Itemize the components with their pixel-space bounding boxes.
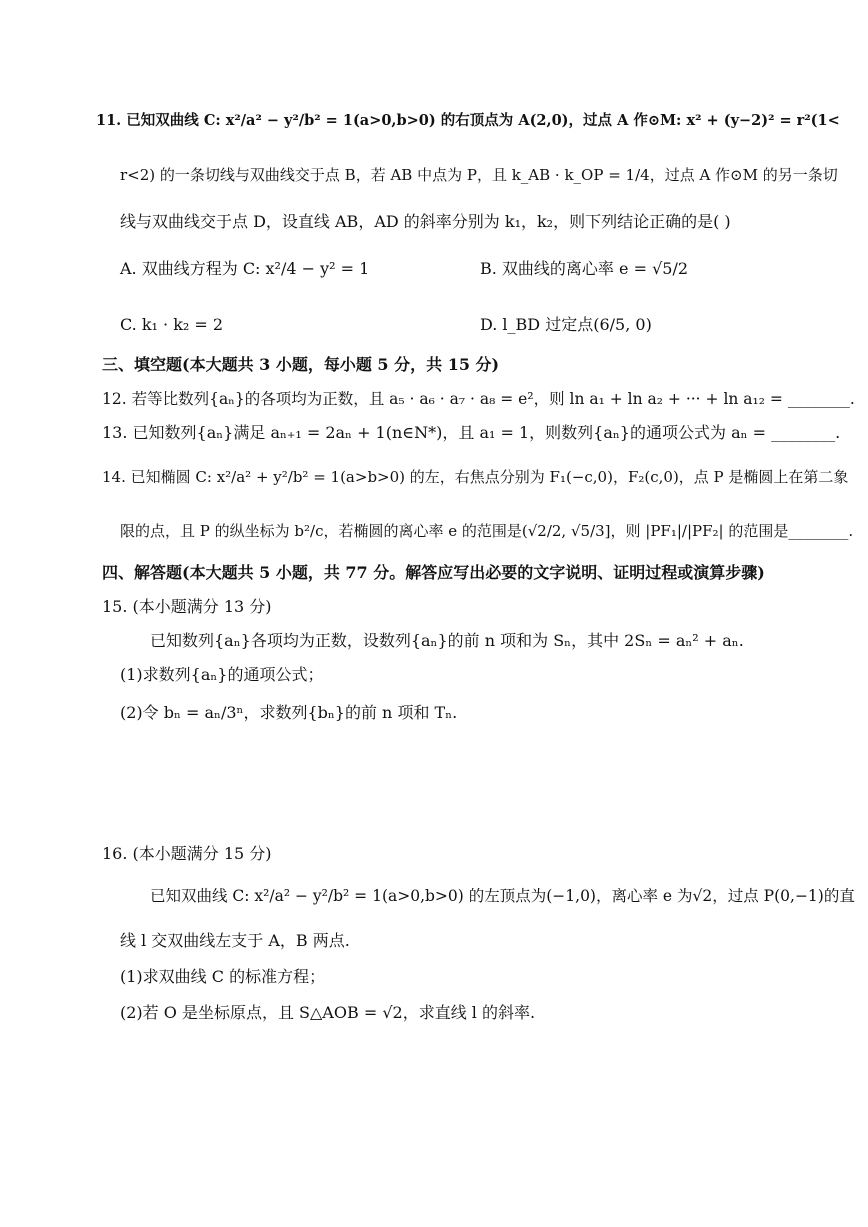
q16-part-2: (2)若 O 是坐标原点，且 S△AOB = √2，求直线 l 的斜率. (120, 1003, 536, 1022)
q11-option-c: C. k₁ · k₂ = 2 (120, 315, 224, 334)
q16-stem-line1: 已知双曲线 C: x²/a² − y²/b² = 1(a>0,b>0) 的左顶点为(−1,0)，离心率 e 为√2，过点 P(0,−1)的直 (150, 887, 855, 905)
q14-line1: 14. 已知椭圆 C: x²/a² + y²/b² = 1(a>b>0) 的左，右焦点分别为 F₁(−c,0)，F₂(c,0)，点 P 是椭圆上在第二象 (102, 468, 849, 486)
q16-stem-line2: 线 l 交双曲线左支于 A，B 两点. (120, 931, 350, 950)
q11-option-d: D. l_BD 过定点(6/5, 0) (480, 315, 652, 334)
q15-stem: 已知数列{aₙ}各项均为正数，设数列{aₙ}的前 n 项和为 Sₙ，其中 2Sₙ = aₙ² + aₙ. (150, 631, 744, 650)
q15-part-2: (2)令 bₙ = aₙ/3ⁿ，求数列{bₙ}的前 n 项和 Tₙ. (120, 703, 458, 722)
q11-line3: 线与双曲线交于点 D，设直线 AB，AD 的斜率分别为 k₁，k₂，则下列结论正确的是( ) (120, 212, 731, 231)
q14-line2: 限的点，且 P 的纵坐标为 b²/c，若椭圆的离心率 e 的范围是(√2/2, √5/3]，则 |PF₁|/|PF₂| 的范围是________. (120, 522, 854, 540)
q11-option-b: B. 双曲线的离心率 e = √5/2 (480, 259, 689, 278)
q12: 12. 若等比数列{aₙ}的各项均为正数，且 a₅ · a₆ · a₇ · a₈ = e²，则 ln a₁ + ln a₂ + ··· + ln a₁₂ = ________. (102, 390, 855, 408)
q15-heading: 15. (本小题满分 13 分) (102, 597, 272, 616)
section-3-heading: 三、填空题(本大题共 3 小题，每小题 5 分，共 15 分) (102, 355, 500, 374)
q11-line1: 11. 已知双曲线 C: x²/a² − y²/b² = 1(a>0,b>0) 的右顶点为 A(2,0)，过点 A 作⊙M: x² + (y−2)² = r²(1< (96, 112, 840, 129)
q16-heading: 16. (本小题满分 15 分) (102, 844, 272, 863)
q11-line2: r<2) 的一条切线与双曲线交于点 B，若 AB 中点为 P，且 k_AB · k_OP = 1/4，过点 A 作⊙M 的另一条切 (120, 166, 838, 184)
q13: 13. 已知数列{aₙ}满足 aₙ₊₁ = 2aₙ + 1(n∈N*)，且 a₁ = 1，则数列{aₙ}的通项公式为 aₙ = ________. (102, 423, 841, 442)
q11-option-a: A. 双曲线方程为 C: x²/4 − y² = 1 (120, 259, 370, 278)
q15-part-1: (1)求数列{aₙ}的通项公式； (120, 665, 324, 684)
q16-part-1: (1)求双曲线 C 的标准方程； (120, 967, 326, 986)
section-4-heading: 四、解答题(本大题共 5 小题，共 77 分。解答应写出必要的文字说明、证明过程或演算步骤) (102, 563, 765, 582)
